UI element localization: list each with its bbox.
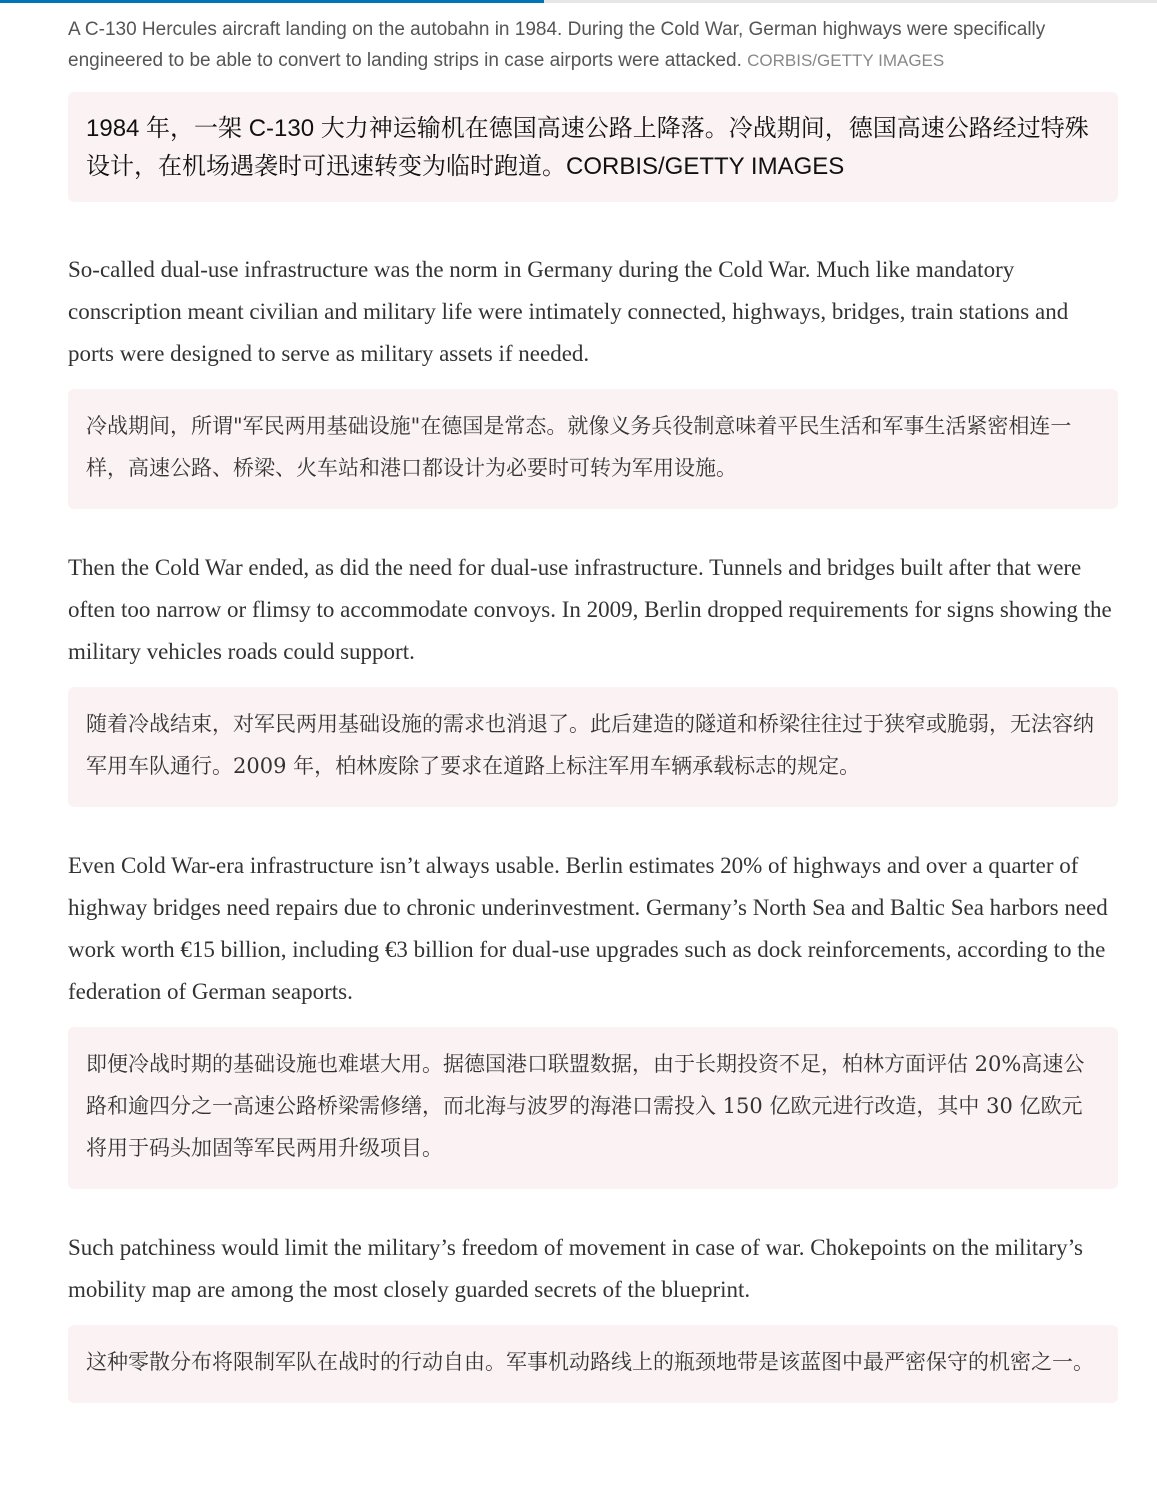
paragraph-3-translation: 即便冷战时期的基础设施也难堪大用。据德国港口联盟数据，由于长期投资不足，柏林方面评估 20%高速公路和逾四分之一高速公路桥梁需修缮，而北海与波罗的海港口需投入 150 亿欧元进行改造，其中 30 亿欧元将用于码头加固等军民两用升级项目。 — [68, 1027, 1118, 1189]
paragraph-4: Such patchiness would limit the military’s freedom of movement in case of war. Chokepoints on the military’s mobility map are among the most closely guarded secrets of the blueprint. — [68, 1235, 1084, 1302]
caption-translation: 1984 年，一架 C-130 大力神运输机在德国高速公路上降落。冷战期间，德国高速公路经过特殊设计，在机场遇袭时可迅速转变为临时跑道。CORBIS/GETTY IMAGES — [68, 92, 1118, 202]
paragraph-1: So-called dual-use infrastructure was the norm in Germany during the Cold War. Much like mandatory conscription meant civilian and military life were intimately connected, highways, bridges, train stations and ports were designed to serve as military assets if needed. — [68, 257, 1069, 366]
paragraph-4-translation: 这种零散分布将限制军队在战时的行动自由。军事机动路线上的瓶颈地带是该蓝图中最严密保守的机密之一。 — [68, 1325, 1118, 1403]
caption-text: A C-130 Hercules aircraft landing on the autobahn in 1984. During the Cold War, German highways were specifically engineered to be able to convert to landing strips in case airports were attacked. — [68, 19, 1046, 71]
image-caption — [68, 14, 1113, 76]
paragraph-2-translation: 随着冷战结束，对军民两用基础设施的需求也消退了。此后建造的隧道和桥梁往往过于狭窄或脆弱，无法容纳军用车队通行。2009 年，柏林废除了要求在道路上标注军用车辆承载标志的规定。 — [68, 687, 1118, 807]
photo-credit: CORBIS/GETTY IMAGES — [747, 51, 945, 70]
paragraph-1-translation: 冷战期间，所谓"军民两用基础设施"在德国是常态。就像义务兵役制意味着平民生活和军事生活紧密相连一样，高速公路、桥梁、火车站和港口都设计为必要时可转为军用设施。 — [68, 389, 1118, 509]
article-body — [68, 0, 1118, 1403]
paragraph-2: Then the Cold War ended, as did the need for dual-use infrastructure. Tunnels and bridges built after that were often too narrow or flimsy to accommodate convoys. In 2009, Berlin dropped requirements for signs showing the military vehicles roads could support. — [68, 555, 1112, 664]
paragraph-3: Even Cold War-era infrastructure isn’t always usable. Berlin estimates 20% of highways and over a quarter of highway bridges need repairs due to chronic underinvestment. Germany’s North Sea and Baltic Sea harbors need work worth €15 billion, including €3 billion for dual-use upgrades such as dock reinforcements, according to the federation of German seaports. — [68, 853, 1108, 1004]
